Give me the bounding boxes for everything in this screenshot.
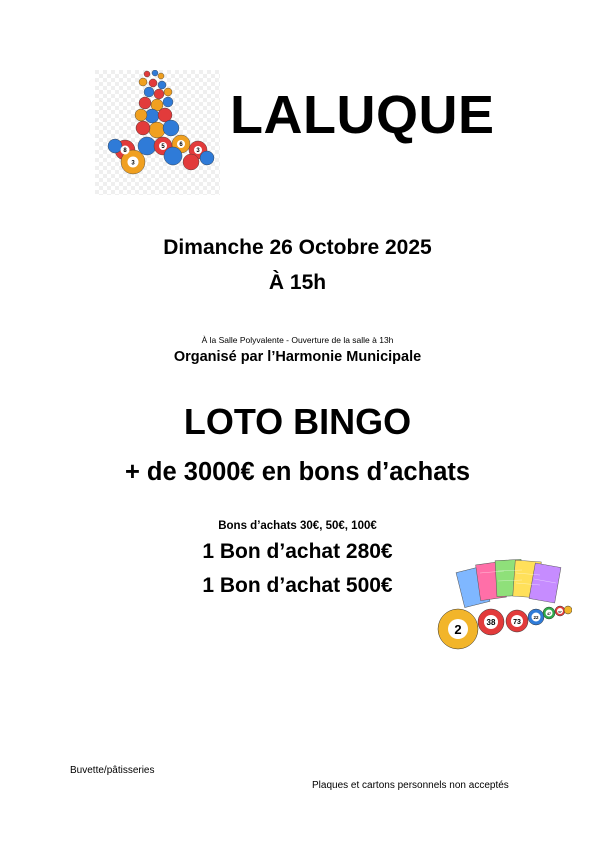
svg-text:3: 3 <box>131 160 135 167</box>
voucher-500: 1 Bon d’achat 500€ <box>202 574 393 597</box>
refreshments-note: Buvette/pâtisseries <box>70 765 155 776</box>
event-time: À 15h <box>268 271 327 294</box>
svg-text:8: 8 <box>123 148 127 154</box>
small-vouchers-line: Bons d’achats 30€, 50€, 100€ <box>218 520 377 532</box>
svg-text:5: 5 <box>161 144 165 150</box>
organizer-line: Organisé par l’Harmonie Municipale <box>173 349 422 365</box>
lottery-balls-icon <box>95 70 220 195</box>
prize-headline: + de 3000€ en bons d’achats <box>124 458 471 486</box>
town-title: LALUQUE <box>230 85 495 145</box>
svg-text:6: 6 <box>179 142 183 148</box>
cards-notice: Plaques et cartons personnels non acceptés <box>312 780 509 791</box>
voucher-280: 1 Bon d’achat 280€ <box>202 540 393 563</box>
svg-text:47: 47 <box>547 612 551 616</box>
bingo-cards-and-balls-icon <box>436 555 572 655</box>
svg-text:73: 73 <box>513 619 521 626</box>
event-title: LOTO BINGO <box>183 401 412 442</box>
event-date: Dimanche 26 Octobre 2025 <box>163 236 432 259</box>
svg-text:57: 57 <box>558 610 562 614</box>
svg-text:38: 38 <box>486 618 496 627</box>
svg-text:22: 22 <box>533 615 539 620</box>
svg-text:2: 2 <box>454 622 462 637</box>
venue-info: À la Salle Polyvalente - Ouverture de la salle à 13h <box>201 335 394 345</box>
svg-text:3: 3 <box>196 148 200 154</box>
